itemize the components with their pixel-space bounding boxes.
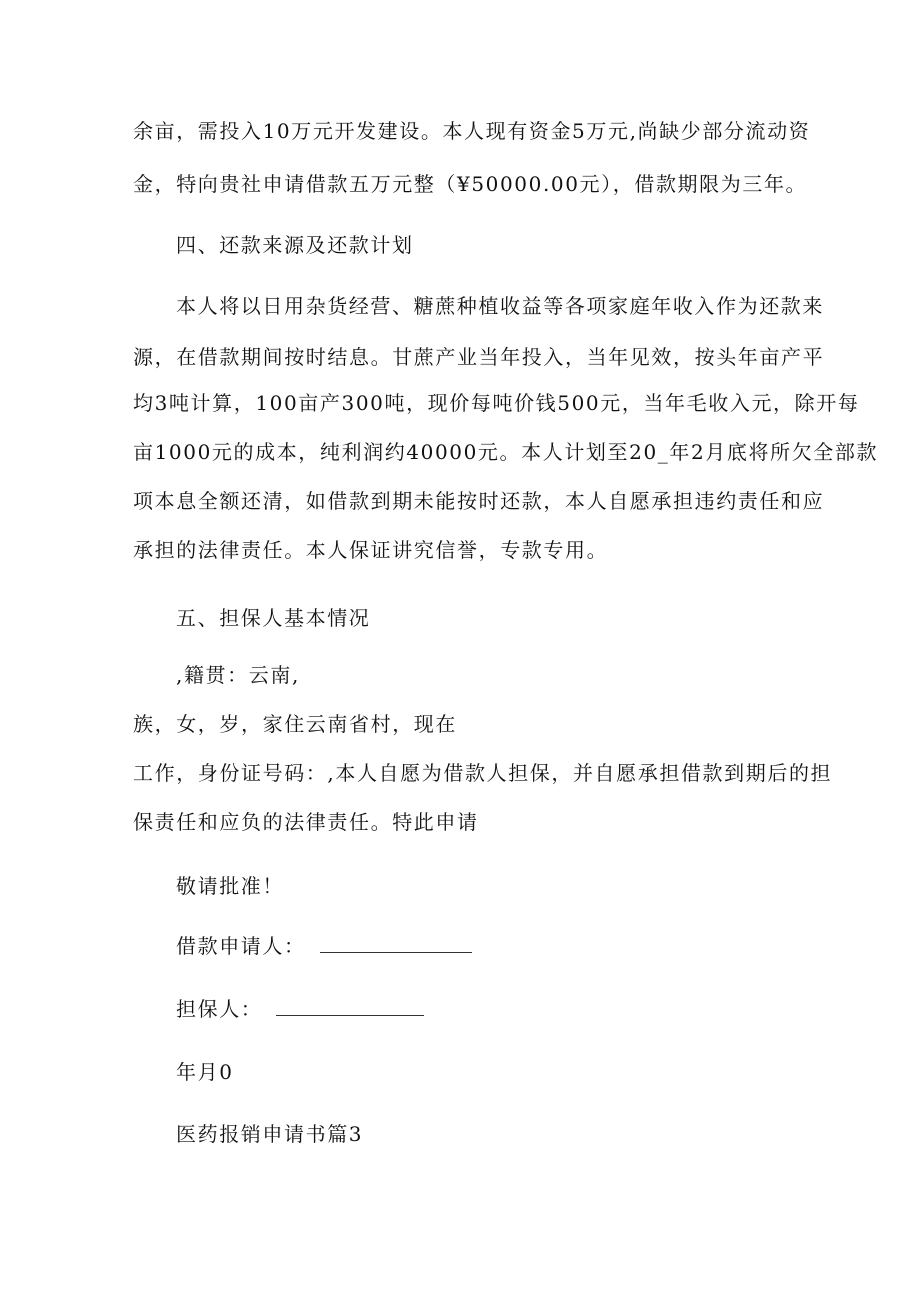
guarantor-line-1: ,籍贯：云南, bbox=[176, 663, 300, 687]
body-line-5: 均3吨计算，100亩产300吨，现价每吨价钱500元，当年毛收入元，除开每 bbox=[133, 391, 860, 415]
applicant-label: 借款申请人： bbox=[176, 934, 306, 958]
body-line-2: 金，特向贵社申请借款五万元整（¥50000.00元），借款期限为三年。 bbox=[133, 172, 808, 196]
body-line-3: 本人将以日用杂货经营、糖蔗种植收益等各项家庭年收入作为还款来 bbox=[176, 294, 824, 318]
body-line-7: 项本息全额还清，如借款到期未能按时还款，本人自愿承担违约责任和应 bbox=[133, 489, 825, 513]
applicant-signature-row bbox=[176, 932, 472, 960]
guarantor-label: 担保人： bbox=[176, 997, 263, 1021]
next-section-title: 医药报销申请书篇3 bbox=[176, 1122, 364, 1146]
guarantor-signature-line[interactable] bbox=[276, 997, 424, 1016]
date-line: 年月0 bbox=[176, 1060, 234, 1084]
section-heading-repayment: 四、还款来源及还款计划 bbox=[176, 233, 414, 257]
guarantor-line-2: 族，女，岁，家住云南省村，现在 bbox=[133, 712, 457, 736]
guarantor-signature-row bbox=[176, 995, 424, 1023]
guarantor-line-4: 保责任和应负的法律责任。特此申请 bbox=[133, 810, 479, 834]
section-heading-guarantor: 五、担保人基本情况 bbox=[176, 606, 371, 630]
closing-request: 敬请批准！ bbox=[176, 874, 284, 898]
body-line-4: 源，在借款期间按时结息。甘蔗产业当年投入，当年见效，按头年亩产平 bbox=[133, 345, 825, 369]
body-line-6: 亩1000元的成本，纯利润约40000元。本人计划至20_年2月底将所欠全部款 bbox=[133, 440, 879, 464]
applicant-signature-line[interactable] bbox=[320, 934, 472, 953]
body-line-8: 承担的法律责任。本人保证讲究信誉，专款专用。 bbox=[133, 538, 609, 562]
guarantor-line-3: 工作，身份证号码：,本人自愿为借款人担保，并自愿承担借款到期后的担 bbox=[133, 761, 833, 785]
body-line-1: 余亩，需投入10万元开发建设。本人现有资金5万元,尚缺少部分流动资 bbox=[133, 119, 811, 143]
